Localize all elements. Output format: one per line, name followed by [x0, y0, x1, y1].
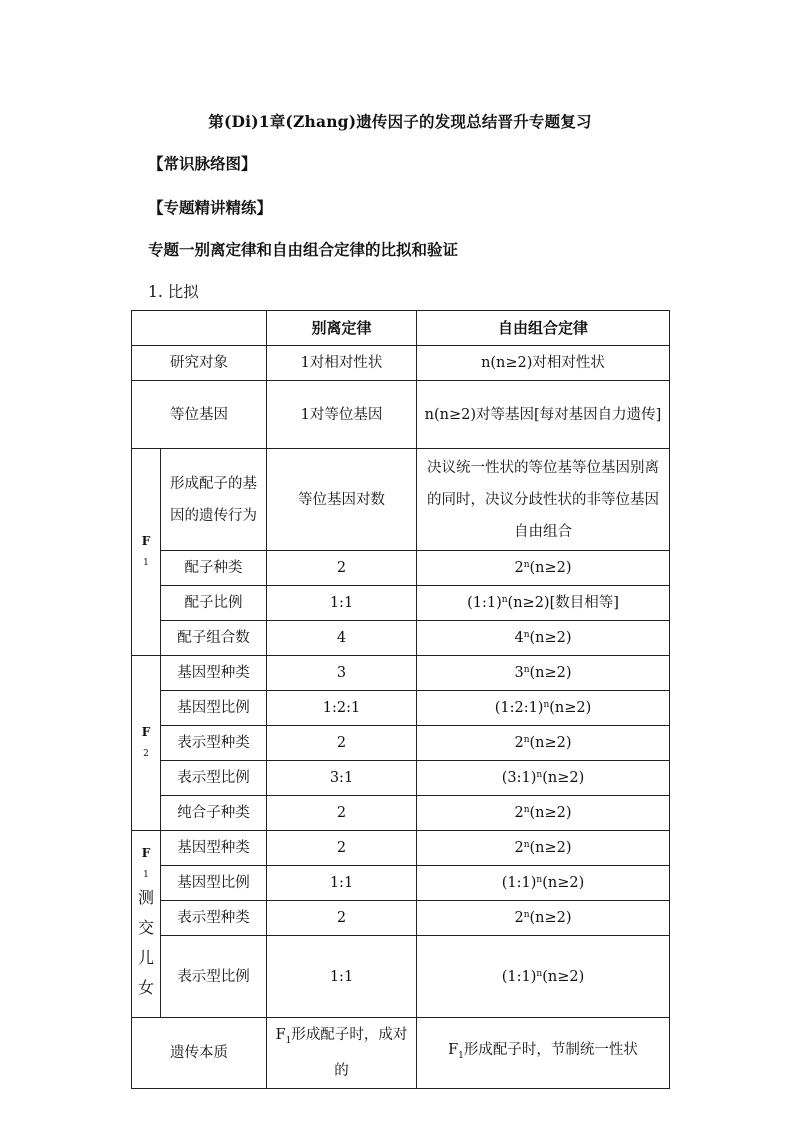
- table-row: [132, 796, 670, 831]
- segregation-cell: 等位基因对数: [267, 449, 417, 551]
- row-label: 表示型种类: [161, 726, 267, 761]
- section-heading-knowledge-map: 【常识脉络图】: [148, 154, 257, 173]
- assortment-cell: $4^n(n\ge 2)$: [417, 621, 670, 656]
- row-label: 基因型种类: [161, 656, 267, 691]
- row-label: 表示型种类: [161, 901, 267, 936]
- segregation-cell: 1:2:1: [267, 691, 417, 726]
- assortment-cell: n(n≥2)对相对性状: [417, 346, 670, 381]
- row-label: 研究对象: [132, 346, 267, 381]
- topic-heading: 专题一别离定律和自由组合定律的比拟和验证: [148, 240, 459, 259]
- segregation-cell: 2: [267, 551, 417, 586]
- segregation-cell: 1:1: [267, 586, 417, 621]
- table-row: [132, 761, 670, 796]
- assortment-cell: (1:1)$^n$(n≥2): [417, 936, 670, 1018]
- row-label: 表示型比例: [161, 936, 267, 1018]
- header-segregation-law: 别离定律: [267, 311, 417, 346]
- section-heading-practice: 【专题精讲精练】: [148, 198, 273, 217]
- row-label: 配子种类: [161, 551, 267, 586]
- group-char: 测: [137, 888, 154, 907]
- table-header-row: [132, 311, 670, 346]
- segregation-cell: 1:1: [267, 866, 417, 901]
- table-row: [132, 656, 670, 691]
- row-label: 纯合子种类: [161, 796, 267, 831]
- row-label: 基因型种类: [161, 831, 267, 866]
- row-label: 基因型比例: [161, 866, 267, 901]
- segregation-cell: 3:1: [267, 761, 417, 796]
- document-title: 第(Di)1章(Zhang)遗传因子的发现总结晋升专题复习: [208, 112, 592, 131]
- segregation-cell: 4: [267, 621, 417, 656]
- assortment-cell: $2^n(n\ge 2)$: [417, 901, 670, 936]
- table-row: [132, 346, 670, 381]
- table-row: [132, 726, 670, 761]
- table-row: [132, 831, 670, 866]
- group-subscript: 1: [143, 870, 149, 880]
- assortment-cell: (3:1)$^n$(n≥2): [417, 761, 670, 796]
- assortment-cell: (1:1)$^n$(n≥2)[数目相等]: [417, 586, 670, 621]
- table-row: [132, 901, 670, 936]
- assortment-cell: $2^n(n\ge 2)$: [417, 796, 670, 831]
- segregation-cell: 2: [267, 831, 417, 866]
- assortment-cell: (1:1)$^n$(n≥2): [417, 866, 670, 901]
- group-letter: F: [141, 534, 151, 548]
- group-char: 儿: [137, 948, 154, 967]
- segregation-cell: 1:1: [267, 936, 417, 1018]
- group-letter: F: [141, 846, 151, 860]
- row-label: 配子比例: [161, 586, 267, 621]
- table-row: [132, 449, 670, 551]
- row-label: 基因型比例: [161, 691, 267, 726]
- table-row: [132, 936, 670, 1018]
- row-label: 等位基因: [132, 381, 267, 449]
- assortment-cell: $2^n(n\ge 2)$: [417, 551, 670, 586]
- group-letter: F: [141, 725, 151, 739]
- segregation-cell: 1对相对性状: [267, 346, 417, 381]
- group-label-f2: [132, 656, 161, 831]
- table-row: [132, 551, 670, 586]
- row-label: 配子组合数: [161, 621, 267, 656]
- table-row: [132, 691, 670, 726]
- assortment-cell: $2^n(n\ge 2)$: [417, 726, 670, 761]
- table-row: [132, 586, 670, 621]
- row-label: 形成配子的基因的遗传行为: [161, 449, 267, 551]
- table-row: [132, 381, 670, 449]
- group-char: 女: [137, 978, 154, 997]
- group-label-f1: [132, 449, 161, 656]
- header-independent-assortment-law: 自由组合定律: [417, 311, 670, 346]
- group-label-testcross: [132, 831, 161, 1018]
- assortment-cell: $3^n(n\ge 2)$: [417, 656, 670, 691]
- group-subscript: 2: [143, 749, 149, 759]
- segregation-cell: 2: [267, 796, 417, 831]
- group-char: 交: [137, 918, 154, 937]
- segregation-cell: 1对等位基因: [267, 381, 417, 449]
- assortment-cell: $F_1$形成配子时，节制统一性状: [417, 1018, 670, 1089]
- segregation-cell: 2: [267, 726, 417, 761]
- assortment-cell: n(n≥2)对等基因[每对基因自力遗传]: [417, 381, 670, 449]
- table-row: [132, 621, 670, 656]
- group-subscript: 1: [143, 558, 149, 568]
- assortment-cell: (1:2:1)$^n$(n≥2): [417, 691, 670, 726]
- segregation-cell: 3: [267, 656, 417, 691]
- segregation-cell: $F_1$形成配子时，成对的: [267, 1018, 417, 1089]
- list-item-comparison: 1. 比拟: [148, 283, 199, 301]
- table-row: [132, 866, 670, 901]
- header-empty-cell: [132, 311, 267, 346]
- segregation-cell: 2: [267, 901, 417, 936]
- comparison-table: [131, 310, 670, 1089]
- assortment-cell: $2^n(n\ge 2)$: [417, 831, 670, 866]
- table-row: [132, 1018, 670, 1089]
- assortment-cell: 决议统一性状的等位基等位基因别离的同时，决议分歧性状的非等位基因自由组合: [417, 449, 670, 551]
- row-label: 遗传本质: [132, 1018, 267, 1089]
- row-label: 表示型比例: [161, 761, 267, 796]
